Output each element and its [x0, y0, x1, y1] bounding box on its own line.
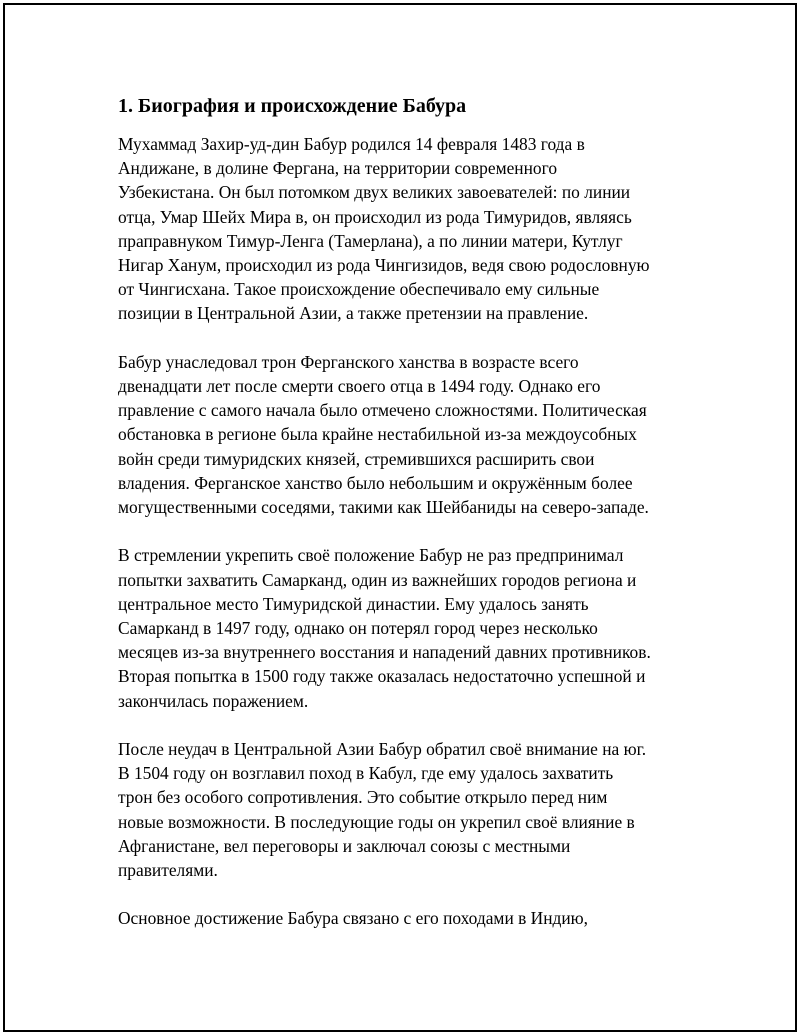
text-line: Нигар Ханум, происходил из рода Чингизидов, ведя свою родословную — [118, 255, 650, 276]
text-line: трон без особого сопротивления. Это событие открыло перед ним — [118, 787, 608, 808]
text-line: Андижане, в долине Фергана, на территории современного — [118, 158, 558, 179]
document-body — [118, 92, 698, 931]
section-heading: 1. Биография и происхождение Бабура — [118, 95, 467, 117]
text-line: Вторая попытка в 1500 году также оказалась недостаточно успешной и — [118, 666, 646, 687]
text-line: от Чингисхана. Такое происхождение обеспечивало ему сильные — [118, 279, 600, 300]
text-line: центральное место Тимуридской династии. Ему удалось занять — [118, 593, 589, 614]
paragraph-1 — [118, 132, 698, 326]
text-line: попытки захватить Самарканд, один из важнейших городов региона и — [118, 569, 637, 590]
text-line: закончилась поражением. — [118, 690, 309, 711]
text-line: Бабур унаследовал трон Ферганского ханства в возрасте всего — [118, 351, 579, 372]
text-line: новые возможности. В последующие годы он укрепил своё влияние в — [118, 811, 635, 832]
text-line: Основное достижение Бабура связано с его походами в Индию, — [118, 908, 589, 929]
text-line: праправнуком Тимур-Ленга (Тамерлана), а по линии матери, Кутлуг — [118, 230, 623, 251]
text-line: войн среди тимуридских князей, стремившихся расширить свои — [118, 448, 595, 469]
text-line: владения. Ферганское ханство было небольшим и окружённым более — [118, 472, 633, 493]
paragraph-4 — [118, 737, 698, 882]
text-line: отца, Умар Шейх Мира в, он происходил из рода Тимуридов, являясь — [118, 206, 632, 227]
text-line: правление с самого начала было отмечено сложностями. Политическая — [118, 400, 647, 421]
text-line: правителями. — [118, 860, 218, 881]
text-line: В 1504 году он возглавил поход в Кабул, где ему удалось захватить — [118, 763, 614, 784]
text-line: могущественными соседями, такими как Шейбаниды на северо-западе. — [118, 497, 649, 518]
text-line: После неудач в Центральной Азии Бабур обратил своё внимание на юг. — [118, 739, 647, 760]
text-line: Мухаммад Захир-уд-дин Бабур родился 14 февраля 1483 года в — [118, 134, 585, 154]
paragraph-5 — [118, 906, 698, 930]
text-line: Узбекистана. Он был потомком двух великих завоевателей: по линии — [118, 182, 631, 203]
text-line: месяцев из-за внутреннего восстания и нападений давних противников. — [118, 642, 651, 663]
paragraph-2 — [118, 350, 698, 519]
paragraph-3 — [118, 543, 698, 712]
text-line: Самарканд в 1497 году, однако он потерял город через несколько — [118, 618, 598, 639]
text-line: обстановка в регионе была крайне нестабильной из-за междоусобных — [118, 424, 637, 445]
text-line: позиции в Центральной Азии, а также претензии на правление. — [118, 303, 589, 324]
text-line: В стремлении укрепить своё положение Бабур не раз предпринимал — [118, 545, 624, 566]
text-line: двенадцати лет после смерти своего отца в 1494 году. Однако его — [118, 376, 601, 397]
text-line: Афганистане, вел переговоры и заключал союзы с местными — [118, 835, 571, 856]
